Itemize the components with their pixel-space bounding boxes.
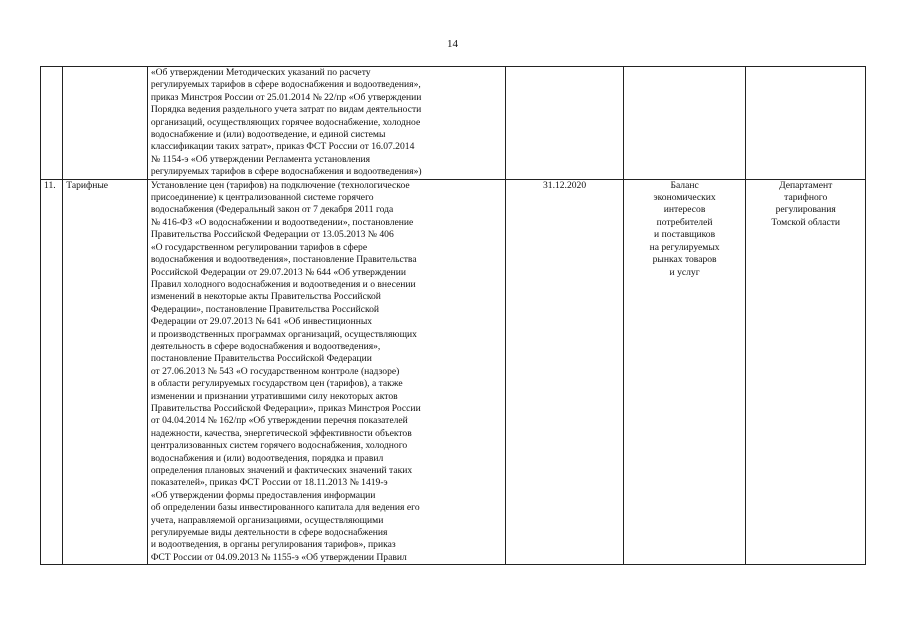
legal-acts-cell bbox=[147, 179, 506, 565]
table-row bbox=[41, 179, 866, 565]
goal-line: потребителей bbox=[656, 216, 713, 228]
deadline-cell bbox=[506, 67, 623, 180]
legal-acts-line: водоснабжения и водоотведения», постановление Правительства bbox=[150, 254, 417, 266]
legal-acts-line: изменений в некоторые акты Правительства Российской bbox=[150, 291, 381, 303]
legal-acts-line: Федерации», постановление Правительства Российской bbox=[150, 303, 380, 315]
legal-acts-line: Правительства Российской Федерации от 13.05.2013 № 406 bbox=[150, 229, 394, 241]
legal-acts-line: «Об утверждении Методических указаний по расчету bbox=[150, 67, 371, 78]
responsible-line: Департамент bbox=[779, 179, 833, 191]
legal-acts-line: организаций, осуществляющих горячее водоснабжение, холодное bbox=[150, 116, 421, 128]
legal-acts-line: определения плановых значений и фактических значений таких bbox=[150, 465, 413, 476]
legal-acts-line: от 04.04.2014 № 162/пр «Об утверждении перечня показателей bbox=[150, 415, 408, 427]
responsible-cell bbox=[746, 67, 866, 180]
legal-acts-line: деятельность в сфере водоснабжения и водоотведения», bbox=[150, 340, 381, 352]
legal-acts-cell bbox=[147, 67, 506, 180]
legal-acts-line: присоединение) к централизованной системе горячего bbox=[150, 192, 374, 204]
legal-acts-line: Порядка ведения раздельного учета затрат по видам деятельности bbox=[150, 104, 422, 116]
goal-line: рынках товаров bbox=[652, 254, 717, 266]
legal-acts-line: об определении базы инвестированного капитала для ведения его bbox=[150, 502, 420, 514]
legal-acts-line: ФСТ России от 04.09.2013 № 1155-э «Об утверждении Правил bbox=[150, 551, 407, 563]
table-row bbox=[41, 67, 866, 180]
measure-type-cell bbox=[63, 67, 148, 180]
measures-table bbox=[40, 66, 866, 565]
row-number-cell bbox=[41, 67, 63, 180]
legal-acts-line: регулируемых тарифов в сфере водоснабжения и водоотведения», bbox=[150, 79, 421, 91]
legal-acts-line: «Об утверждении формы предоставления информации bbox=[150, 489, 376, 501]
legal-acts-line: изменении и признании утратившими силу некоторых актов bbox=[150, 390, 398, 402]
goal-line: экономических bbox=[653, 192, 716, 204]
deadline-cell: 31.12.2020 bbox=[506, 179, 623, 565]
legal-acts-line: приказ Минстроя России от 25.01.2014 № 22/пр «Об утверждении bbox=[150, 91, 422, 103]
goal-line: интересов bbox=[663, 204, 706, 216]
legal-acts-line: от 27.06.2013 № 543 «О государственном контроле (надзоре) bbox=[150, 365, 400, 377]
legal-acts-line: Правил холодного водоснабжения и водоотведения и о внесении bbox=[150, 278, 416, 290]
legal-acts-line: централизованных систем горячего водоснабжения, холодного bbox=[150, 440, 408, 452]
legal-acts-line: и водоотведения, в органы регулирования тарифов», приказ bbox=[150, 539, 396, 551]
legal-acts-line: надежности, качества, энергетической эффективности объектов bbox=[150, 427, 412, 439]
goal-line: и услуг bbox=[669, 266, 700, 278]
page-number: 14 bbox=[447, 38, 458, 50]
goal-cell bbox=[623, 179, 746, 565]
responsible-line: тарифного bbox=[784, 192, 828, 204]
legal-acts-line: Правительства Российской Федерации», приказ Минстроя России bbox=[150, 402, 421, 414]
legal-acts-line: № 416-ФЗ «О водоснабжении и водоотведении», постановление bbox=[150, 216, 414, 228]
responsible-cell bbox=[746, 179, 866, 565]
legal-acts-line: № 1154-э «Об утверждении Регламента установления bbox=[150, 153, 371, 165]
legal-acts-line: и производственных программах организаций, осуществляющих bbox=[150, 328, 417, 340]
legal-acts-line: Российской Федерации от 29.07.2013 № 644 «Об утверждении bbox=[150, 266, 407, 278]
legal-acts-line: водоснабжения (Федеральный закон от 7 декабря 2011 года bbox=[150, 204, 394, 216]
legal-acts-line: показателей», приказ ФСТ России от 18.11.2013 № 1419-э bbox=[150, 477, 388, 489]
legal-acts-line: Установление цен (тарифов) на подключение (технологическое bbox=[150, 179, 410, 191]
legal-acts-line: регулируемых тарифов в сфере водоснабжения и водоотведения») bbox=[150, 166, 422, 178]
goal-cell bbox=[623, 67, 746, 180]
legal-acts-line: постановление Правительства Российской Федерации bbox=[150, 353, 372, 365]
legal-acts-line: регулируемые виды деятельности в сфере водоснабжения bbox=[150, 527, 388, 539]
legal-acts-line: классификации таких затрат», приказ ФСТ России от 16.07.2014 bbox=[150, 141, 415, 153]
legal-acts-line: водоснабжения и (или) водоотведения, порядка и правил bbox=[150, 452, 384, 464]
goal-line: и поставщиков bbox=[654, 229, 716, 241]
responsible-line: регулирования bbox=[775, 204, 836, 216]
legal-acts-line: Федерации от 29.07.2013 № 641 «Об инвестиционных bbox=[150, 316, 373, 328]
legal-acts-line: в области регулируемых государством цен (тарифов), а также bbox=[150, 378, 403, 390]
responsible-line: Томской области bbox=[771, 216, 841, 228]
legal-acts-line: «О государственном регулировании тарифов в сфере bbox=[150, 241, 368, 253]
measure-type-cell: Тарифные bbox=[63, 179, 148, 565]
legal-acts-line: водоснабжение и (или) водоотведение, и единой системы bbox=[150, 129, 386, 141]
legal-acts-line: учета, направляемой организациями, осуществляющими bbox=[150, 514, 384, 526]
goal-line: Баланс bbox=[670, 179, 699, 191]
row-number-cell: 11. bbox=[41, 179, 63, 565]
goal-line: на регулируемых bbox=[649, 241, 720, 253]
